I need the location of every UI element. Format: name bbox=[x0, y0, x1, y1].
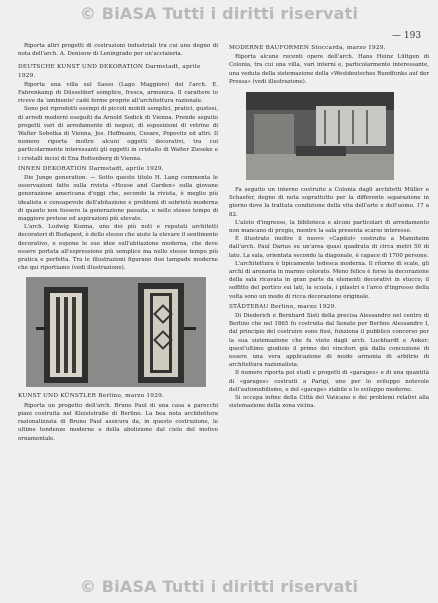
heading-title: DEUTSCHE KUNST UND DEKORATION bbox=[18, 64, 144, 71]
page-number: — 193 bbox=[392, 31, 422, 41]
paragraph: L'aloto d'ingresso, la biblioteca e alcuni particolari di arredamento non mancano di pregio, mentre la sala presenta scarso interesse. bbox=[229, 219, 429, 235]
section-heading bbox=[18, 392, 218, 400]
paragraph: Riporta alcune recenti opere dell'arch. Hans Heinz Lüttgen di Colonia, tra cui una villa, vari interni e, particolarmente interessante, una veduta della sistemazione della «Westdeutsches Rundfunks auf der Pressa» (vedi illustrazione). bbox=[229, 54, 429, 85]
heading-title: INNEN DEKORATION bbox=[18, 165, 87, 172]
paragraph: Sono poi riprodotti esempi di piccoli mobili semplici, pratici, gustosi, di arredi moderni eseguiti da Arnold Sodick di Vienna. Prende seguito progetti vari di arredamento di negozi, di esposizioni di vetrine di Walter Sobotka di Vienna, Jos. Hoffmann, Cesare, Popovitz ed altri. Il numero riporta inoltre alcuni oggetti decorativi, tra cui particolarmente interessanti gli oggetti in cristallo di Walter Zieseke e i cristalli incisi di Ena Rottenberg di Vienna. bbox=[18, 106, 218, 162]
left-column bbox=[18, 42, 218, 443]
heading-title: STÄDTEBAU bbox=[229, 303, 269, 310]
paragraph: Fa seguito un interno costruito a Colonia dagli architetti Müller e Schaefer, degno di nota soprattutto per la differente separazione in giorno dove la trattata condizione della vita dell'arte e dell'uomo. 17 a 82. bbox=[229, 187, 429, 218]
heading-title: KUNST UND KÜNSTLER bbox=[18, 393, 97, 400]
paragraph: L'arch. Ludwig Kozma, uno dei più noti e reputati architetti decoratori di Budapest, è dello stesso che aiuto la elevare il sentimento decorativo, e espone le sue idee sull'abitazione moderna, che deve essere portata all'espressione più semplice ma nello stesso tempo più pratica e perfetta. Tra le illustrazioni figurano due lampade moderne che qui riportiamo (vedi illustrazione). bbox=[18, 224, 218, 272]
paragraph: L'architettura è tipicamente tedesca moderna. Il ritorno di scale, gli archi di arenaria in marmo colorato. Meno felice è forse la decorazione della sala ricavata in gran parte da elementi decorativi in stucco; il soffitto del portico sui lati, la scuola, i pilastri e l'arco d'ingresso della volta sono un modo di ricca decorazione originale. bbox=[229, 260, 429, 300]
section-heading bbox=[229, 303, 429, 311]
section-heading bbox=[18, 165, 218, 173]
paragraph: È illustrato inoltre il nuovo «Capitol» costruito a Mannheim dall'arch. Paul Darius su un'area quasi quadrata di circa metri 50 di lato. La sala, orientata secondo la diagonale, è capace di 1700 persone. bbox=[229, 236, 429, 259]
heading-source: Berlino, marzo 1929. bbox=[270, 303, 337, 310]
paragraph: Riporta altri progetti di costruzioni industriali tra cui uno degno di nota dell'arch. A. Denisow di Leningrado per un'acciaieria. bbox=[18, 43, 218, 58]
paragraph: Die Junge generation. — Sotto questo titolo H. Lang commenta le osservazioni fatte sulla rivista «House and Garden» sulla giovane generazione americana d'oggi che, secondo la rivista, è meglio più idealista e consapevole dell'abitazione e problemi di sobrietà moderna di quanto non fossero la generazione passata, e nello stesso tempo di maggiore pretese ed aspirazioni più elevate. bbox=[18, 175, 218, 223]
section-heading bbox=[229, 44, 429, 52]
heading-source: Stoccarda, marzo 1929. bbox=[311, 45, 386, 51]
watermark-top: © BiASA Tutti i diritti riservati bbox=[79, 4, 359, 23]
interior-photo bbox=[246, 92, 394, 180]
paragraph: Di Diederich e Bernhard Sisti della precisa Alessandro nel centro di Berlino che nel 1865 fu costruita dal Senato per Berlino Alessandro I, dal principio del costruire sono fissi, funziona il pubblico concorso per la sua sistemazione che fu vinto dagli arch. Luckhardt e Anker; quest'ultimo giudizio il primo dei vincitori già dalla concezione di essere una vera applicazione di modo armonia di arbitrio di architettura razionalista. bbox=[229, 313, 429, 369]
section-heading bbox=[18, 63, 218, 79]
heading-source: Berlino, marzo 1929. bbox=[98, 393, 165, 400]
paragraph: Riporta una villa sul Sasso (Lago Maggiore) del l'arch. E. Fahrenkamp di Düsseldorf semplice, fresca, armonica. Il carattere lo riceve da 'ambiente' cadé forme proprie all'architettura razionale. bbox=[18, 81, 218, 105]
paragraph: Si occupa infine della Città del Vaticano e dei problemi relativi alla sistemazione della zona vicina. bbox=[229, 395, 429, 410]
paragraph: Il numero riporta poi studi e progetti di «garages» e di una quantità di «garages» costruiti a Parigi, uno per lo sviluppo notevole dell'automobilismo, e del «garage» stabile e lo sviluppo moderno. bbox=[229, 370, 429, 393]
heading-source: Darmstadt, aprile 1929. bbox=[88, 165, 164, 172]
right-column bbox=[229, 42, 429, 411]
heading-title: MODERNE BAUFORMEN bbox=[229, 45, 310, 51]
watermark-bottom: © BiASA Tutti i diritti riservati bbox=[79, 577, 359, 596]
paragraph: Riporta un progetto dell'arch. Bruno Paul di una casa a parecchi piani costruita nel Kleiststraße di Berlino. La bea nota architettura razionalizzata di Bruno Paul assicura da, in questo costruzione, le ultime tendenze moderne e della abolizione dal cielo del motivo ornamentale. bbox=[18, 402, 218, 442]
wall-lamps-photo bbox=[26, 277, 206, 387]
heading-source: Darmstadt, aprile 1929. bbox=[18, 64, 201, 79]
